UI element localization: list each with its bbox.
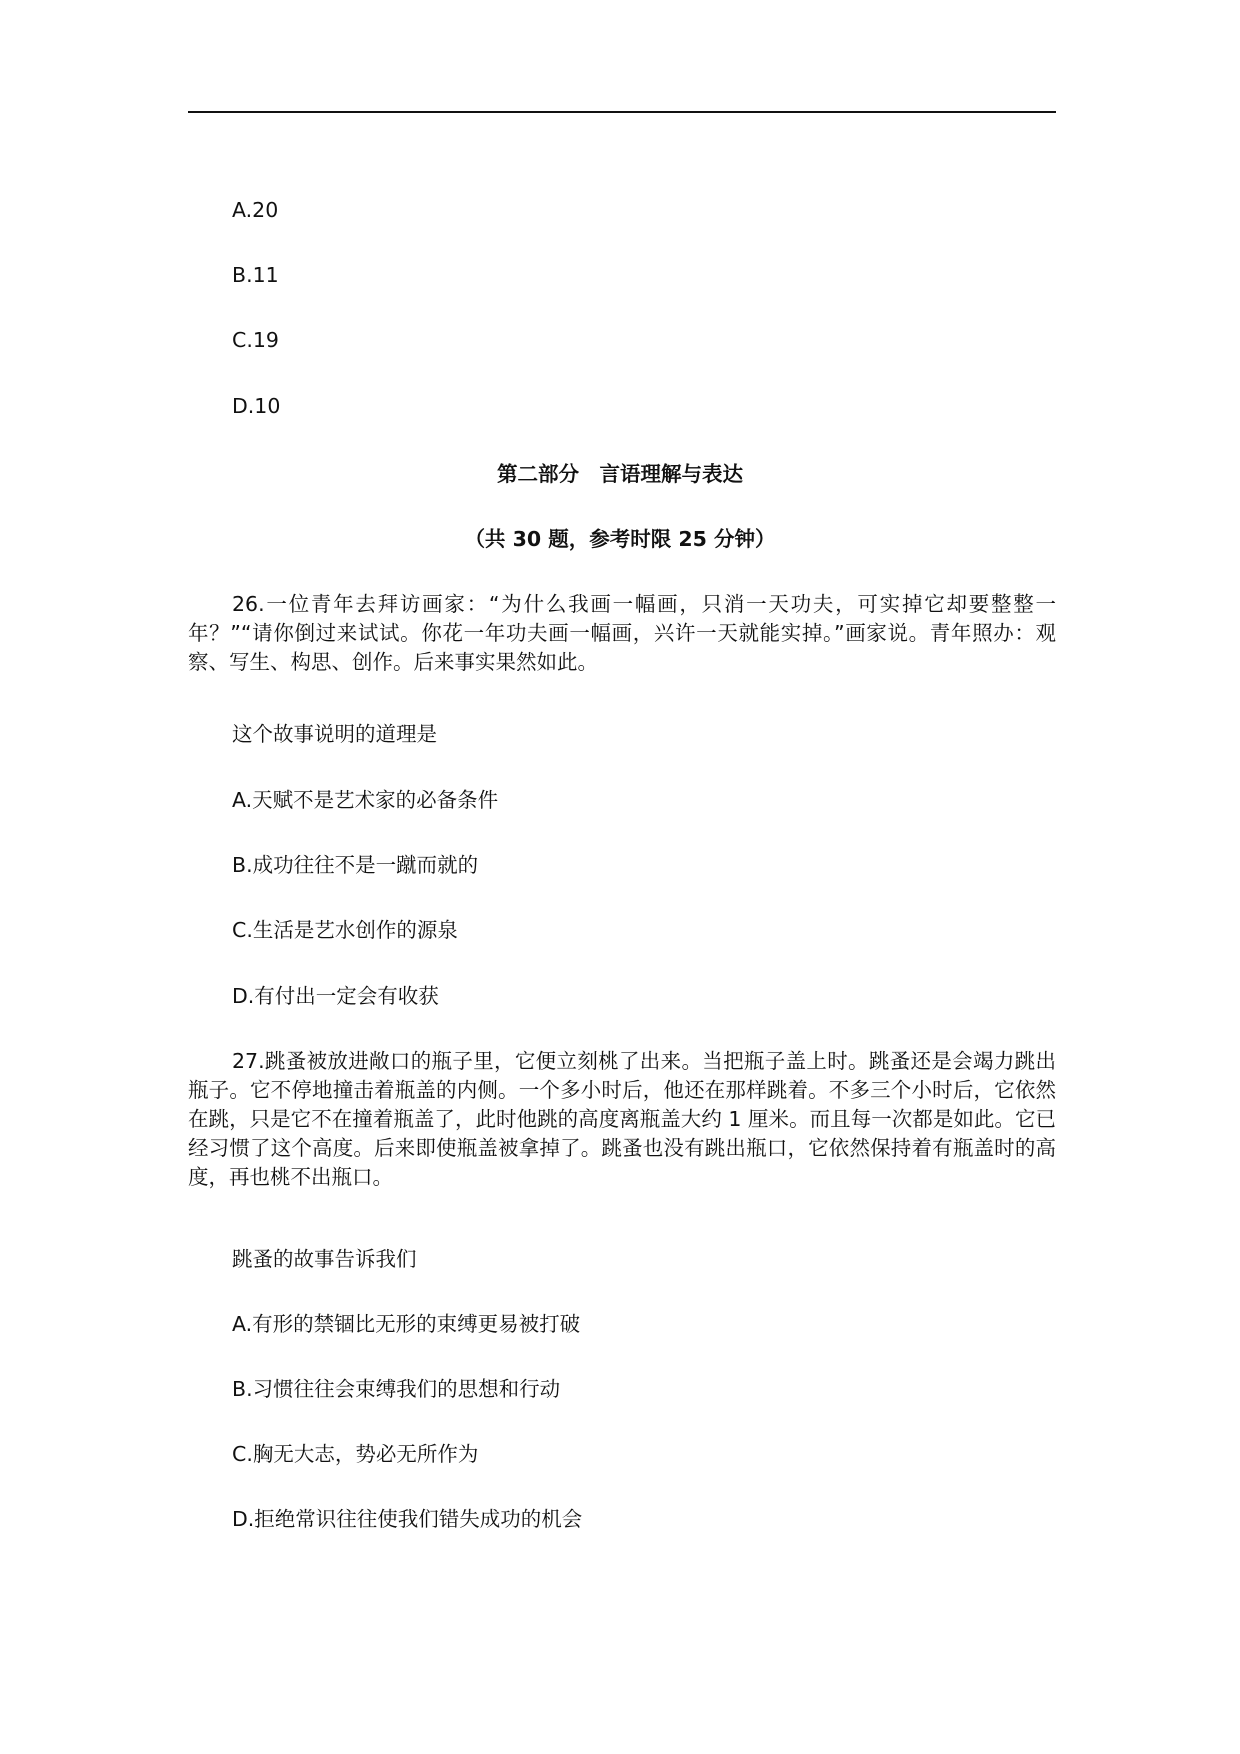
q27-option-b: B.习惯往往会束缚我们的思想和行动 bbox=[232, 1377, 561, 1401]
q25-option-a: A.20 bbox=[232, 198, 279, 222]
q25-option-c: C.19 bbox=[232, 328, 279, 352]
q27-question: 跳蚤的故事告诉我们 bbox=[232, 1247, 417, 1271]
section-title: 第二部分 言语理解与表达 bbox=[497, 462, 743, 486]
q26-option-d: D.有付出一定会有收获 bbox=[232, 984, 439, 1008]
header-rule bbox=[188, 111, 1056, 113]
q25-option-b: B.11 bbox=[232, 263, 279, 287]
q26-option-b: B.成功往往不是一蹴而就的 bbox=[232, 853, 479, 877]
q27-option-d: D.拒绝常识往往使我们错失成功的机会 bbox=[232, 1507, 583, 1531]
q26-option-c: C.生活是艺水创作的源泉 bbox=[232, 918, 458, 942]
q26-stem: 26.一位青年去拜访画家：“为什么我画一幅画，只消一天功夫，可实掉它却要整整一年？”“请你倒过来试试。你花一年功夫画一幅画，兴许一天就能实掉。”画家说。青年照办：观察、写生、构思、创作。后来事实果然如此。 bbox=[188, 592, 1056, 674]
section-subtitle: （共 30 题，参考时限 25 分钟） bbox=[464, 527, 776, 551]
q27-stem: 27.跳蚤被放进敞口的瓶子里，它便立刻桃了出来。当把瓶子盖上时。跳蚤还是会竭力跳出瓶子。它不停地撞击着瓶盖的内侧。一个多小时后，他还在那样跳着。不多三个小时后，它依然在跳，只是它不在撞着瓶盖了，此时他跳的高度离瓶盖大约 1 厘米。而且每一次都是如此。它已经习惯了这个高度。后来即使瓶盖被拿掉了。跳蚤也没有跳出瓶口，它依然保持着有瓶盖时的高度，再也桃不出瓶口。 bbox=[188, 1049, 1056, 1189]
q25-option-d: D.10 bbox=[232, 394, 281, 418]
q26-question: 这个故事说明的道理是 bbox=[232, 722, 437, 746]
q27-option-a: A.有形的禁锢比无形的束缚更易被打破 bbox=[232, 1312, 581, 1336]
q27-option-c: C.胸无大志，势必无所作为 bbox=[232, 1442, 479, 1466]
q26-option-a: A.天赋不是艺术家的必备条件 bbox=[232, 788, 499, 812]
